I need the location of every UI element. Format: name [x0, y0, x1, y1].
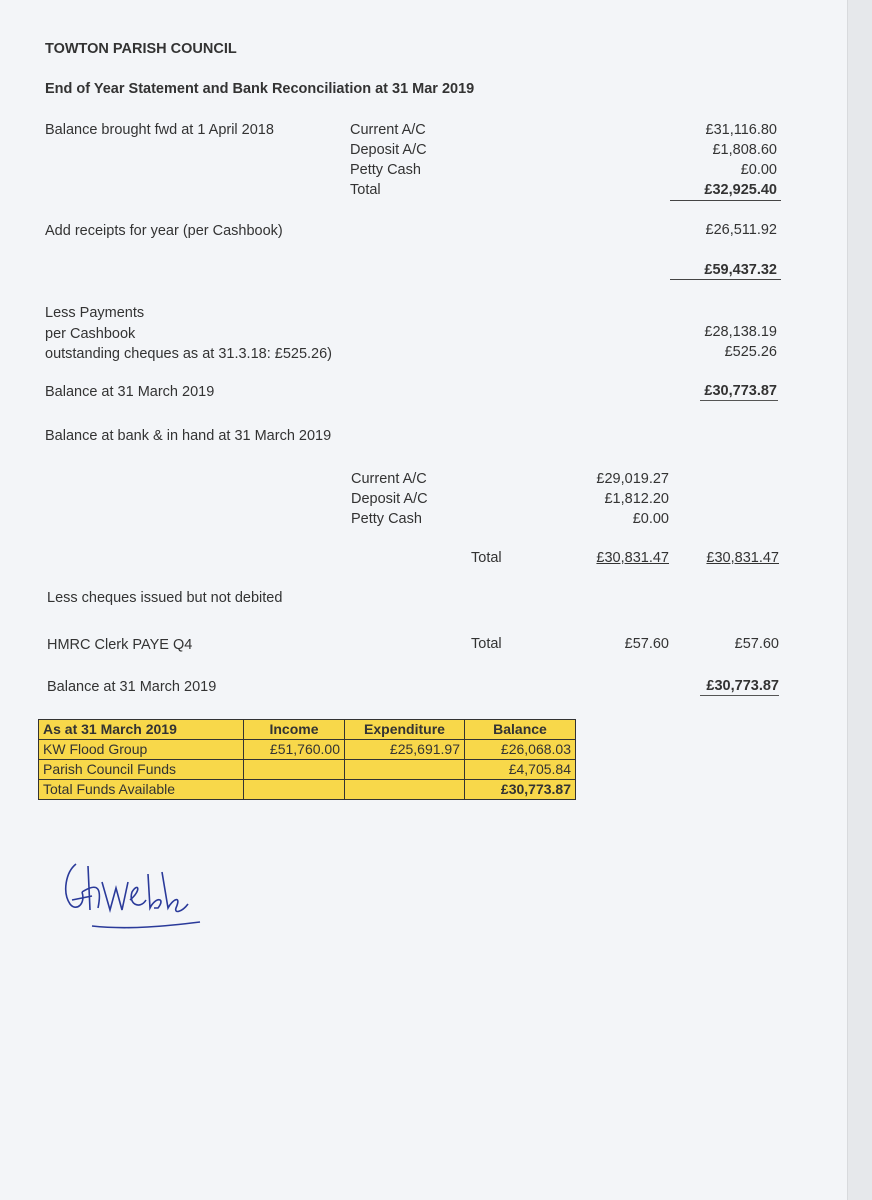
row-expenditure — [345, 760, 465, 780]
balance1-amount: £30,773.87 — [704, 383, 777, 399]
balance2-amount: £30,773.87 — [706, 678, 779, 694]
bf-total-label: Total — [350, 182, 381, 198]
bank-current-amount: £29,019.27 — [596, 471, 669, 487]
bank-label: Balance at bank & in hand at 31 March 2019 — [45, 428, 332, 444]
table-row — [39, 760, 576, 780]
bank-total-amount: £30,831.47 — [596, 550, 669, 566]
payments-line1: Less Payments — [45, 305, 145, 321]
payments-line3: outstanding cheques as at 31.3.18: £525.26) — [45, 346, 332, 362]
receipts-amount: £26,511.92 — [705, 222, 777, 238]
bank-total-label: Total — [471, 550, 502, 566]
bank-petty-amount: £0.00 — [632, 511, 669, 527]
brought-fwd-label: Balance brought fwd at 1 April 2018 — [45, 122, 274, 138]
payments-amount2: £525.26 — [724, 344, 777, 360]
balance2-label: Balance at 31 March 2019 — [47, 679, 217, 695]
row-expenditure: £25,691.97 — [345, 740, 465, 760]
council-name: TOWTON PARISH COUNCIL — [45, 41, 237, 57]
cheques-total-label: Total — [471, 636, 502, 652]
row-label: Parish Council Funds — [39, 760, 244, 780]
balance2-double-rule — [700, 695, 779, 696]
row-label: Total Funds Available — [39, 780, 244, 800]
cheque-item: HMRC Clerk PAYE Q4 — [47, 637, 193, 653]
funds-table — [38, 719, 576, 800]
row-income — [244, 760, 345, 780]
bank-petty-label: Petty Cash — [351, 511, 422, 527]
bf-total-amount: £32,925.40 — [704, 182, 777, 198]
funds-header-row — [39, 720, 576, 740]
signature — [58, 852, 208, 937]
row-balance: £30,773.87 — [465, 780, 576, 800]
subtotal-rule — [670, 279, 781, 280]
row-expenditure — [345, 780, 465, 800]
bf-current-label: Current A/C — [350, 122, 426, 138]
bank-deposit-label: Deposit A/C — [351, 491, 428, 507]
funds-header-balance: Balance — [465, 720, 576, 740]
cheques-label: Less cheques issued but not debited — [47, 590, 283, 606]
page-edge — [847, 0, 872, 1200]
balance1-double-rule — [700, 400, 778, 401]
subtotal-amount: £59,437.32 — [704, 262, 777, 278]
bank-deposit-amount: £1,812.20 — [604, 491, 669, 507]
bf-petty-label: Petty Cash — [350, 162, 421, 178]
row-income: £51,760.00 — [244, 740, 345, 760]
row-balance: £4,705.84 — [465, 760, 576, 780]
funds-header-income: Income — [244, 720, 345, 740]
balance1-label: Balance at 31 March 2019 — [45, 384, 215, 400]
cheques-amount-right: £57.60 — [734, 636, 779, 652]
page-title: End of Year Statement and Bank Reconciliation at 31 Mar 2019 — [45, 81, 475, 97]
bf-total-rule — [670, 200, 781, 201]
bank-total-right: £30,831.47 — [706, 550, 779, 566]
row-label: KW Flood Group — [39, 740, 244, 760]
row-balance: £26,068.03 — [465, 740, 576, 760]
bf-deposit-amount: £1,808.60 — [712, 142, 777, 158]
payments-amount1: £28,138.19 — [704, 324, 777, 340]
table-row — [39, 780, 576, 800]
payments-line2: per Cashbook — [45, 326, 136, 342]
row-income — [244, 780, 345, 800]
table-row — [39, 740, 576, 760]
cheques-amount: £57.60 — [624, 636, 669, 652]
receipts-label: Add receipts for year (per Cashbook) — [45, 223, 283, 239]
bf-deposit-label: Deposit A/C — [350, 142, 427, 158]
funds-header-label: As at 31 March 2019 — [39, 720, 244, 740]
funds-header-expenditure: Expenditure — [345, 720, 465, 740]
bank-current-label: Current A/C — [351, 471, 427, 487]
bf-current-amount: £31,116.80 — [705, 122, 777, 138]
bf-petty-amount: £0.00 — [740, 162, 777, 178]
